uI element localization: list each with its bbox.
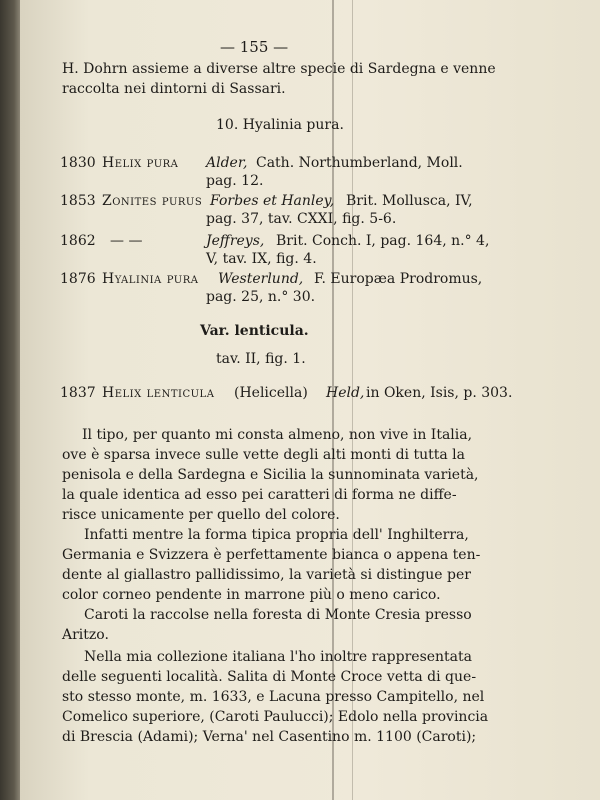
synonym-reference-cont: V, tav. IX, fig. 4. [206,251,317,267]
text-line: risce unicamente per quello del colore. [62,507,340,523]
text-line: di Brescia (Adami); Verna' nel Casentino m. 1100 (Caroti); [62,729,477,745]
text-line: sto stesso monte, m. 1633, e Lacuna presso Campitello, nel [62,689,485,705]
text-line: ove è sparsa invece sulle vette degli alti monti di tutta la [62,447,465,463]
text-line: Aritzo. [62,627,109,643]
synonym-year: 1830 [60,155,96,171]
variety-figure: tav. II, fig. 1. [216,351,306,367]
variety-heading: Var. lenticula. [200,323,309,339]
synonym-name: Helix lenticula [102,385,215,401]
synonym-year: 1853 [60,193,96,209]
synonym-reference: Brit. Conch. I, pag. 164, n.° 4, [276,233,490,249]
synonym-reference: Cath. Northumberland, Moll. [256,155,463,171]
text-line: color corneo pendente in marrone più o meno carico. [62,587,441,603]
text-line: Caroti la raccolse nella foresta di Monte Cresia presso [84,607,472,623]
synonym-reference: Brit. Mollusca, IV, [346,193,473,209]
text-line: Germania e Svizzera è perfettamente bianca o appena ten- [62,547,481,563]
document-page [20,0,600,800]
species-heading: 10. Hyalinia pura. [216,117,344,133]
synonym-year: 1837 [60,385,96,401]
synonym-author: Westerlund, [218,271,304,287]
text-line: delle seguenti località. Salita di Monte Croce vetta di que- [62,669,477,685]
synonym-reference-cont: pag. 37, tav. CXXI, fig. 5-6. [206,211,397,227]
text-line: Il tipo, per quanto mi consta almeno, non vive in Italia, [82,427,473,443]
synonym-reference: in Oken, Isis, p. 303. [366,385,513,401]
text-line: penisola e della Sardegna e Sicilia la sunnominata varietà, [62,467,479,483]
synonym-author: Forbes et Hanley, [210,193,335,209]
text-line: Nella mia collezione italiana l'ho inoltre rappresentata [84,649,472,665]
synonym-reference-cont: pag. 25, n.° 30. [206,289,316,305]
synonym-year: 1862 [60,233,96,249]
text-line: dente al giallastro pallidissimo, la varietà si distingue per [62,567,471,583]
synonym-year: 1876 [60,271,96,287]
synonym-name: Helix pura [102,155,179,171]
text-line: la quale identica ad esso pei caratteri di forma ne diffe- [62,487,457,503]
synonym-author: Held, [326,385,365,401]
page-edge-shadow [0,0,20,800]
synonym-subgenus: (Helicella) [234,385,308,401]
page-number: — 155 — [220,38,289,56]
text-line: Comelico superiore, (Caroti Paulucci); Edolo nella provincia [62,709,489,725]
text-line: H. Dohrn assieme a diverse altre specie di Sardegna e venne [62,61,496,77]
synonym-name: Hyalinia pura [102,271,199,287]
synonym-author: Alder, [206,155,248,171]
synonym-reference: F. Europæa Prodromus, [314,271,483,287]
synonym-author: Jeffreys, [206,233,265,249]
text-line: Infatti mentre la forma tipica propria dell' Inghilterra, [84,527,469,543]
synonym-name: Zonites purus [102,193,203,209]
text-line: raccolta nei dintorni di Sassari. [62,81,286,97]
synonym-name-ditto: — — [110,233,143,249]
synonym-reference-cont: pag. 12. [206,173,264,189]
